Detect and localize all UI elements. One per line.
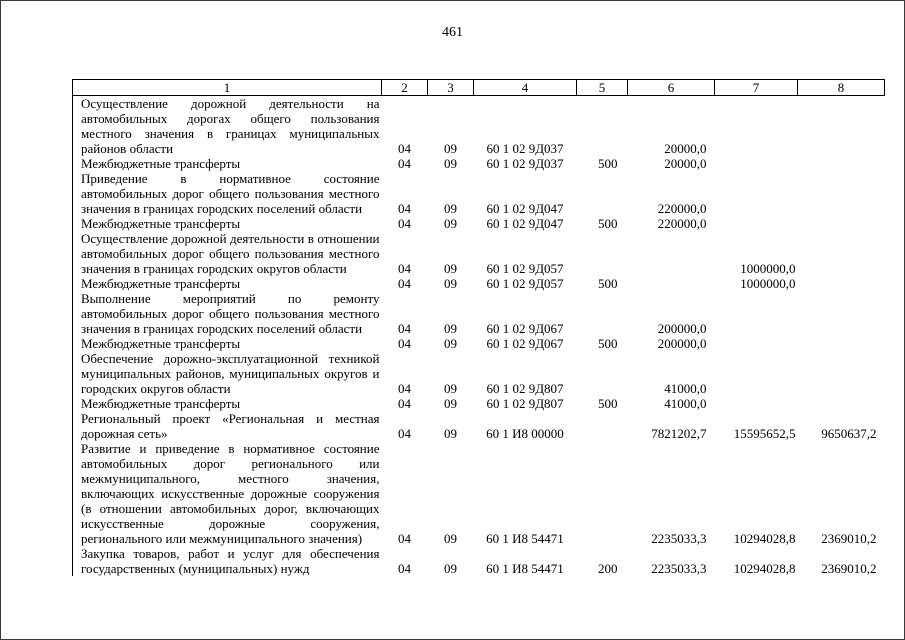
cell-c8 [798, 351, 885, 396]
cell-c7: 1000000,0 [740, 276, 796, 291]
cell-c6 [628, 276, 715, 291]
cell-c7 [715, 171, 798, 216]
cell-c3: 09 [444, 201, 457, 216]
column-header: 5 [577, 80, 628, 96]
page-number: 461 [442, 25, 463, 40]
cell-c2: 04 [398, 321, 411, 336]
cell-c5: 500 [598, 336, 618, 351]
cell-c7 [715, 156, 798, 171]
cell-c7: 10294028,8 [733, 531, 796, 546]
cell-c6: 200000,0 [657, 336, 707, 351]
cell-c3: 09 [444, 321, 457, 336]
cell-c6: 20000,0 [664, 156, 707, 171]
cell-c4: 60 1 02 9Д067 [486, 321, 564, 336]
budget-table [72, 79, 885, 576]
cell-c2: 04 [398, 396, 411, 411]
cell-c7 [715, 291, 798, 336]
cell-c3: 09 [444, 381, 457, 396]
cell-c1: Межбюджетные трансферты [73, 216, 382, 231]
cell-c7 [715, 336, 798, 351]
cell-c6: 7821202,7 [651, 426, 707, 441]
cell-c5 [577, 351, 628, 396]
table-row [73, 351, 885, 396]
cell-c1: Выполнение мероприятий по ремонту автомобильных дорог общего пользования местного значения в границах городских поселений области [73, 291, 382, 336]
table-row [73, 546, 885, 576]
cell-c5 [577, 441, 628, 546]
cell-c1: Осуществление дорожной деятельности в отношении автомобильных дорог общего пользования местного значения в границах городских округов области [73, 231, 382, 276]
cell-c4: 60 1 02 9Д807 [486, 381, 564, 396]
cell-c6: 41000,0 [664, 396, 707, 411]
table-row [73, 231, 885, 276]
table-row [73, 396, 885, 411]
cell-c5 [577, 171, 628, 216]
cell-c6: 220000,0 [657, 201, 707, 216]
cell-c5: 500 [598, 276, 618, 291]
cell-c3: 09 [444, 141, 457, 156]
cell-c5: 500 [598, 156, 618, 171]
cell-c5 [577, 231, 628, 276]
cell-c4: 60 1 02 9Д047 [486, 201, 564, 216]
cell-c8 [798, 276, 885, 291]
cell-c6: 41000,0 [664, 381, 707, 396]
cell-c4: 60 1 02 9Д047 [486, 216, 564, 231]
column-header: 7 [715, 80, 798, 96]
cell-c8 [798, 231, 885, 276]
cell-c7 [715, 96, 798, 157]
cell-c8 [798, 336, 885, 351]
cell-c7: 1000000,0 [740, 261, 796, 276]
cell-c7 [715, 396, 798, 411]
cell-c4: 60 1 02 9Д037 [486, 141, 564, 156]
cell-c1: Приведение в нормативное состояние автомобильных дорог общего пользования местного значения в границах городских поселений области [73, 171, 382, 216]
cell-c1: Межбюджетные трансферты [73, 336, 382, 351]
cell-c2: 04 [398, 336, 411, 351]
cell-c8 [798, 216, 885, 231]
cell-c2: 04 [398, 216, 411, 231]
cell-c2: 04 [398, 201, 411, 216]
table-row [73, 96, 885, 157]
table-row [73, 411, 885, 441]
cell-c3: 09 [444, 396, 457, 411]
cell-c2: 04 [398, 426, 411, 441]
cell-c8 [798, 96, 885, 157]
cell-c2: 04 [398, 561, 411, 576]
cell-c6: 220000,0 [657, 216, 707, 231]
table-row [73, 441, 885, 546]
cell-c6: 20000,0 [664, 141, 707, 156]
cell-c7 [715, 216, 798, 231]
cell-c2: 04 [398, 381, 411, 396]
cell-c2: 04 [398, 531, 411, 546]
cell-c1: Развитие и приведение в нормативное состояние автомобильных дорог регионального или межмуниципального, местного значения, включающих искусственные дорожные сооружения (в отношении автомобильных дорог, включающих искусственные дорожные сооружения, регионального или межмуниципального значения) [73, 441, 382, 546]
cell-c1: Межбюджетные трансферты [73, 276, 382, 291]
cell-c6: 2235033,3 [651, 561, 707, 576]
table-row [73, 291, 885, 336]
cell-c1: Региональный проект «Региональная и местная дорожная сеть» [73, 411, 382, 441]
cell-c4: 60 1 02 9Д067 [486, 336, 564, 351]
cell-c8: 2369010,2 [821, 561, 877, 576]
cell-c7: 10294028,8 [733, 561, 796, 576]
cell-c5 [577, 291, 628, 336]
cell-c8 [798, 291, 885, 336]
cell-c7 [715, 351, 798, 396]
table-row [73, 156, 885, 171]
column-header: 8 [798, 80, 885, 96]
cell-c3: 09 [444, 336, 457, 351]
column-header: 4 [474, 80, 577, 96]
cell-c3: 09 [444, 276, 457, 291]
cell-c5: 500 [598, 396, 618, 411]
cell-c1: Межбюджетные трансферты [73, 156, 382, 171]
cell-c2: 04 [398, 276, 411, 291]
column-header: 6 [628, 80, 715, 96]
cell-c3: 09 [444, 261, 457, 276]
table-body [73, 96, 885, 577]
cell-c3: 09 [444, 561, 457, 576]
cell-c7: 15595652,5 [733, 426, 796, 441]
header-row [73, 80, 885, 96]
cell-c8 [798, 171, 885, 216]
cell-c8 [798, 156, 885, 171]
cell-c5: 500 [598, 216, 618, 231]
table-row [73, 276, 885, 291]
cell-c5 [577, 411, 628, 441]
cell-c1: Закупка товаров, работ и услуг для обеспечения государственных (муниципальных) нужд [73, 546, 382, 576]
cell-c2: 04 [398, 156, 411, 171]
cell-c3: 09 [444, 156, 457, 171]
cell-c6 [628, 231, 715, 276]
cell-c6: 200000,0 [657, 321, 707, 336]
cell-c3: 09 [444, 216, 457, 231]
column-header: 2 [382, 80, 428, 96]
cell-c4: 60 1 И8 00000 [486, 426, 564, 441]
cell-c5 [577, 96, 628, 157]
table-row [73, 171, 885, 216]
cell-c6: 2235033,3 [651, 531, 707, 546]
table-row [73, 336, 885, 351]
cell-c2: 04 [398, 261, 411, 276]
table-row [73, 216, 885, 231]
cell-c4: 60 1 И8 54471 [486, 561, 564, 576]
cell-c5: 200 [598, 561, 618, 576]
cell-c3: 09 [444, 531, 457, 546]
cell-c8: 2369010,2 [821, 531, 877, 546]
cell-c2: 04 [398, 141, 411, 156]
cell-c1: Обеспечение дорожно-эксплуатационной техникой муниципальных районов, муниципальных округов и городских округов области [73, 351, 382, 396]
cell-c4: 60 1 И8 54471 [486, 531, 564, 546]
cell-c4: 60 1 02 9Д807 [486, 396, 564, 411]
cell-c1: Межбюджетные трансферты [73, 396, 382, 411]
cell-c1: Осуществление дорожной деятельности на автомобильных дорогах общего пользования местного значения в границах муниципальных районов области [73, 96, 382, 157]
column-header: 3 [428, 80, 474, 96]
cell-c4: 60 1 02 9Д057 [486, 276, 564, 291]
cell-c8: 9650637,2 [821, 426, 877, 441]
cell-c8 [798, 396, 885, 411]
column-header: 1 [73, 80, 382, 96]
cell-c4: 60 1 02 9Д037 [486, 156, 564, 171]
cell-c4: 60 1 02 9Д057 [486, 261, 564, 276]
cell-c3: 09 [444, 426, 457, 441]
